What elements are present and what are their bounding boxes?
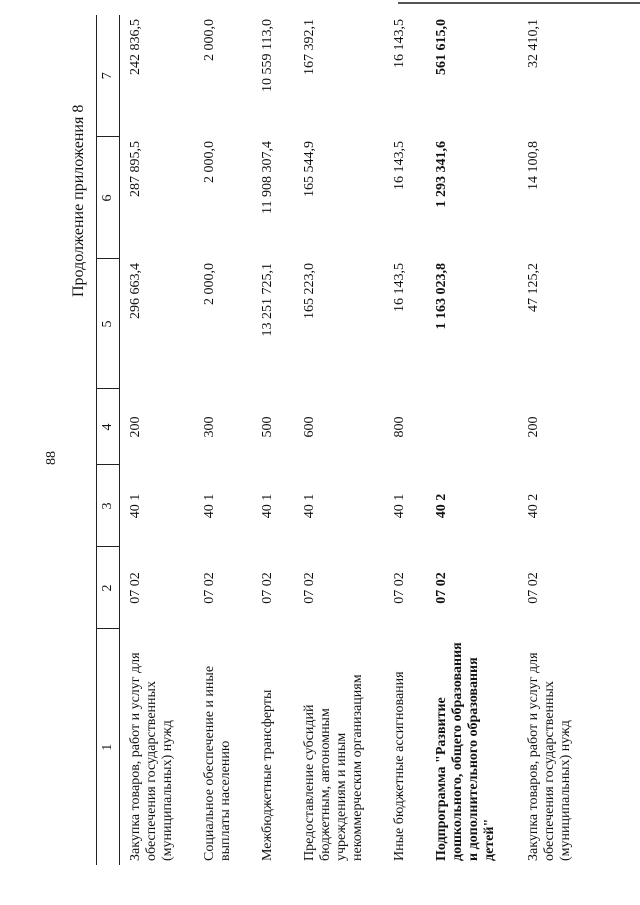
amount-col6: 11 908 307,4: [259, 141, 275, 214]
expense-type: 600: [301, 416, 317, 438]
amount-col6: 287 895,5: [128, 141, 143, 197]
section-code: 07 02: [201, 572, 217, 604]
column-header: 3: [97, 465, 120, 547]
column-header: 6: [97, 137, 120, 259]
amount-col5: 16 143,5: [391, 263, 407, 312]
section-code: 07 02: [301, 572, 317, 604]
row-name: Предоставление субсидий бюджетным, автономным учреждениям и иным некоммерческим организациям: [301, 674, 365, 861]
continuation-caption: Продолжение приложения 8: [70, 104, 87, 297]
row-name: Межбюджетные трансферты: [259, 689, 275, 861]
row-name: Подпрограмма "Развитие дошкольного, общего образования и дополнительного образования детей": [433, 642, 497, 861]
table-row: [194, 15, 252, 865]
expense-type: 300: [201, 416, 217, 438]
amount-col6: 1 293 341,6: [433, 141, 449, 208]
table-row: [252, 15, 294, 865]
amount-col7: 32 410,1: [525, 19, 541, 68]
expense-type: 200: [128, 416, 143, 438]
expense-type: 800: [391, 416, 407, 438]
column-header: 2: [97, 547, 120, 629]
amount-col7: 2 000,0: [201, 19, 217, 61]
amount-col7: 242 836,5: [128, 19, 143, 75]
budget-table: [96, 15, 592, 865]
table-row: [518, 15, 592, 865]
section-code: 07 02: [128, 572, 143, 604]
column-header: 7: [97, 15, 120, 137]
column-header: 5: [97, 259, 120, 389]
amount-col7: 10 559 113,0: [259, 19, 275, 92]
table-row: [120, 15, 194, 865]
table-row: [384, 15, 426, 865]
column-header: 4: [97, 389, 120, 465]
amount-col6: 14 100,8: [525, 141, 541, 190]
amount-col5: 296 663,4: [128, 263, 143, 319]
amount-col5: 1 163 023,8: [433, 263, 449, 330]
amount-col6: 2 000,0: [201, 141, 217, 183]
program-code: 40 1: [391, 493, 407, 519]
column-header: 1: [97, 629, 120, 865]
row-name: Закупка товаров, работ и услуг для обеспечения государственных (муниципальных) нужд: [128, 652, 175, 861]
program-code: 40 1: [128, 493, 143, 519]
section-code: 07 02: [391, 572, 407, 604]
section-code: 07 02: [525, 572, 541, 604]
expense-type: 200: [525, 416, 541, 438]
expense-type: [426, 389, 518, 465]
amount-col6: 16 143,5: [391, 141, 407, 190]
program-code: 40 2: [525, 493, 541, 519]
section-code: 07 02: [259, 572, 275, 604]
section-code: 07 02: [433, 572, 449, 604]
amount-col5: 165 223,0: [301, 263, 317, 319]
program-code: 40 1: [301, 493, 317, 519]
amount-col7: 561 615,0: [433, 19, 449, 75]
program-code: 40 2: [433, 493, 449, 519]
amount-col6: 165 544,9: [301, 141, 317, 197]
table-row: [426, 15, 518, 865]
row-name: Закупка товаров, работ и услуг для обеспечения государственных (муниципальных) нужд: [525, 652, 573, 861]
program-code: 40 1: [201, 493, 217, 519]
program-code: 40 1: [259, 493, 275, 519]
table-row: [294, 15, 384, 865]
row-name: Социальное обеспечение и иные выплаты населению: [201, 665, 233, 861]
expense-type: 500: [259, 416, 275, 438]
page-number: 88: [44, 451, 59, 465]
amount-col7: 167 392,1: [301, 19, 317, 75]
amount-col5: 2 000,0: [201, 263, 217, 305]
header-row: [97, 15, 120, 865]
amount-col7: 16 143,5: [391, 19, 407, 68]
row-name: Иные бюджетные ассигнования: [391, 671, 407, 861]
amount-col5: 47 125,2: [525, 263, 541, 312]
amount-col5: 13 251 725,1: [259, 263, 275, 337]
